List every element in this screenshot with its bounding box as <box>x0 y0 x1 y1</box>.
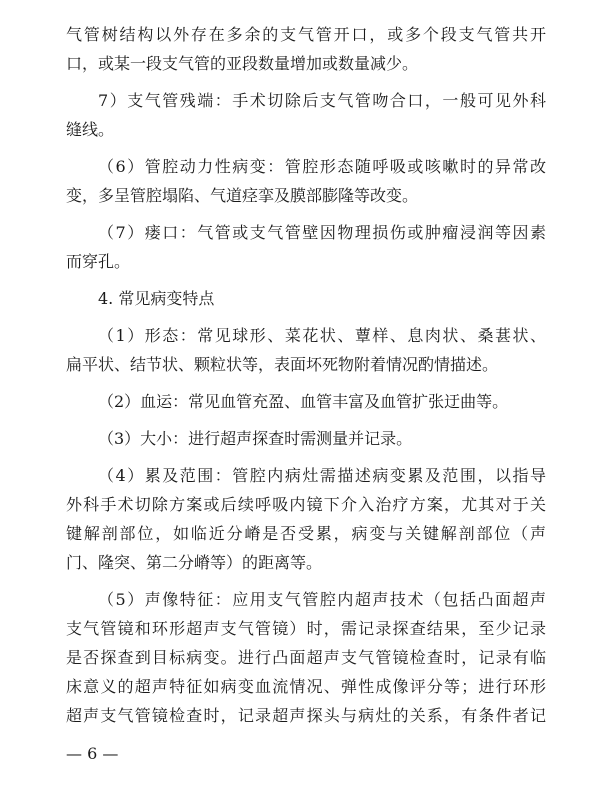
text-line: （4）累及范围：管腔内病灶需描述病变累及范围，以指导 <box>98 466 546 485</box>
text-line: （7）瘘口：气管或支气管壁因物理损伤或肿瘤浸润等因素 <box>98 223 546 242</box>
text-line: 超声支气管镜检查时，记录超声探头与病灶的关系，有条件者记 <box>66 706 546 725</box>
text-line: 床意义的超声特征如病变血流情况、弹性成像评分等；进行环形 <box>66 677 546 696</box>
text-line: 扁平状、结节状、颗粒状等，表面坏死物附着情况酌情描述。 <box>66 355 499 374</box>
text-line: （3）大小：进行超声探查时需测量并记录。 <box>98 429 413 448</box>
text-line: 外科手术切除方案或后续呼吸内镜下介入治疗方案，尤其对于关 <box>66 495 546 514</box>
text-line: 门、隆突、第二分嵴等）的距离等。 <box>66 553 323 572</box>
text-line: （2）血运：常见血管充盈、血管丰富及血管扩张迂曲等。 <box>98 392 509 411</box>
text-line: 变，多呈管腔塌陷、气道痉挛及膜部膨隆等改变。 <box>66 186 419 205</box>
text-line: （6）管腔动力性病变：管腔形态随呼吸或咳嗽时的异常改 <box>98 157 546 176</box>
text-line: 是否探查到目标病变。进行凸面超声支气管镜检查时，记录有临 <box>66 648 546 667</box>
text-line: 而穿孔。 <box>66 252 131 271</box>
text-line: （1）形态：常见球形、菜花状、蕈样、息肉状、桑葚状、 <box>98 326 546 345</box>
text-line: （5）声像特征：应用支气管腔内超声技术（包括凸面超声 <box>98 590 546 609</box>
text-line: 气管树结构以外存在多余的支气管开口，或多个段支气管共开 <box>66 25 546 44</box>
text-line: 支气管镜和环形超声支气管镜）时，需记录探查结果，至少记录 <box>66 619 546 638</box>
text-line: 口，或某一段支气管的亚段数量增加或数量减少。 <box>66 54 419 73</box>
text-line: 缝线。 <box>66 120 115 139</box>
section-heading: 4. 常见病变特点 <box>98 289 215 308</box>
page-number: — 6 — <box>66 744 119 763</box>
text-line: 键解剖部位，如临近分嵴是否受累，病变与关键解剖部位（声 <box>66 524 546 543</box>
text-line: 7）支气管残端：手术切除后支气管吻合口，一般可见外科 <box>98 91 546 110</box>
body-text <box>66 20 546 730</box>
